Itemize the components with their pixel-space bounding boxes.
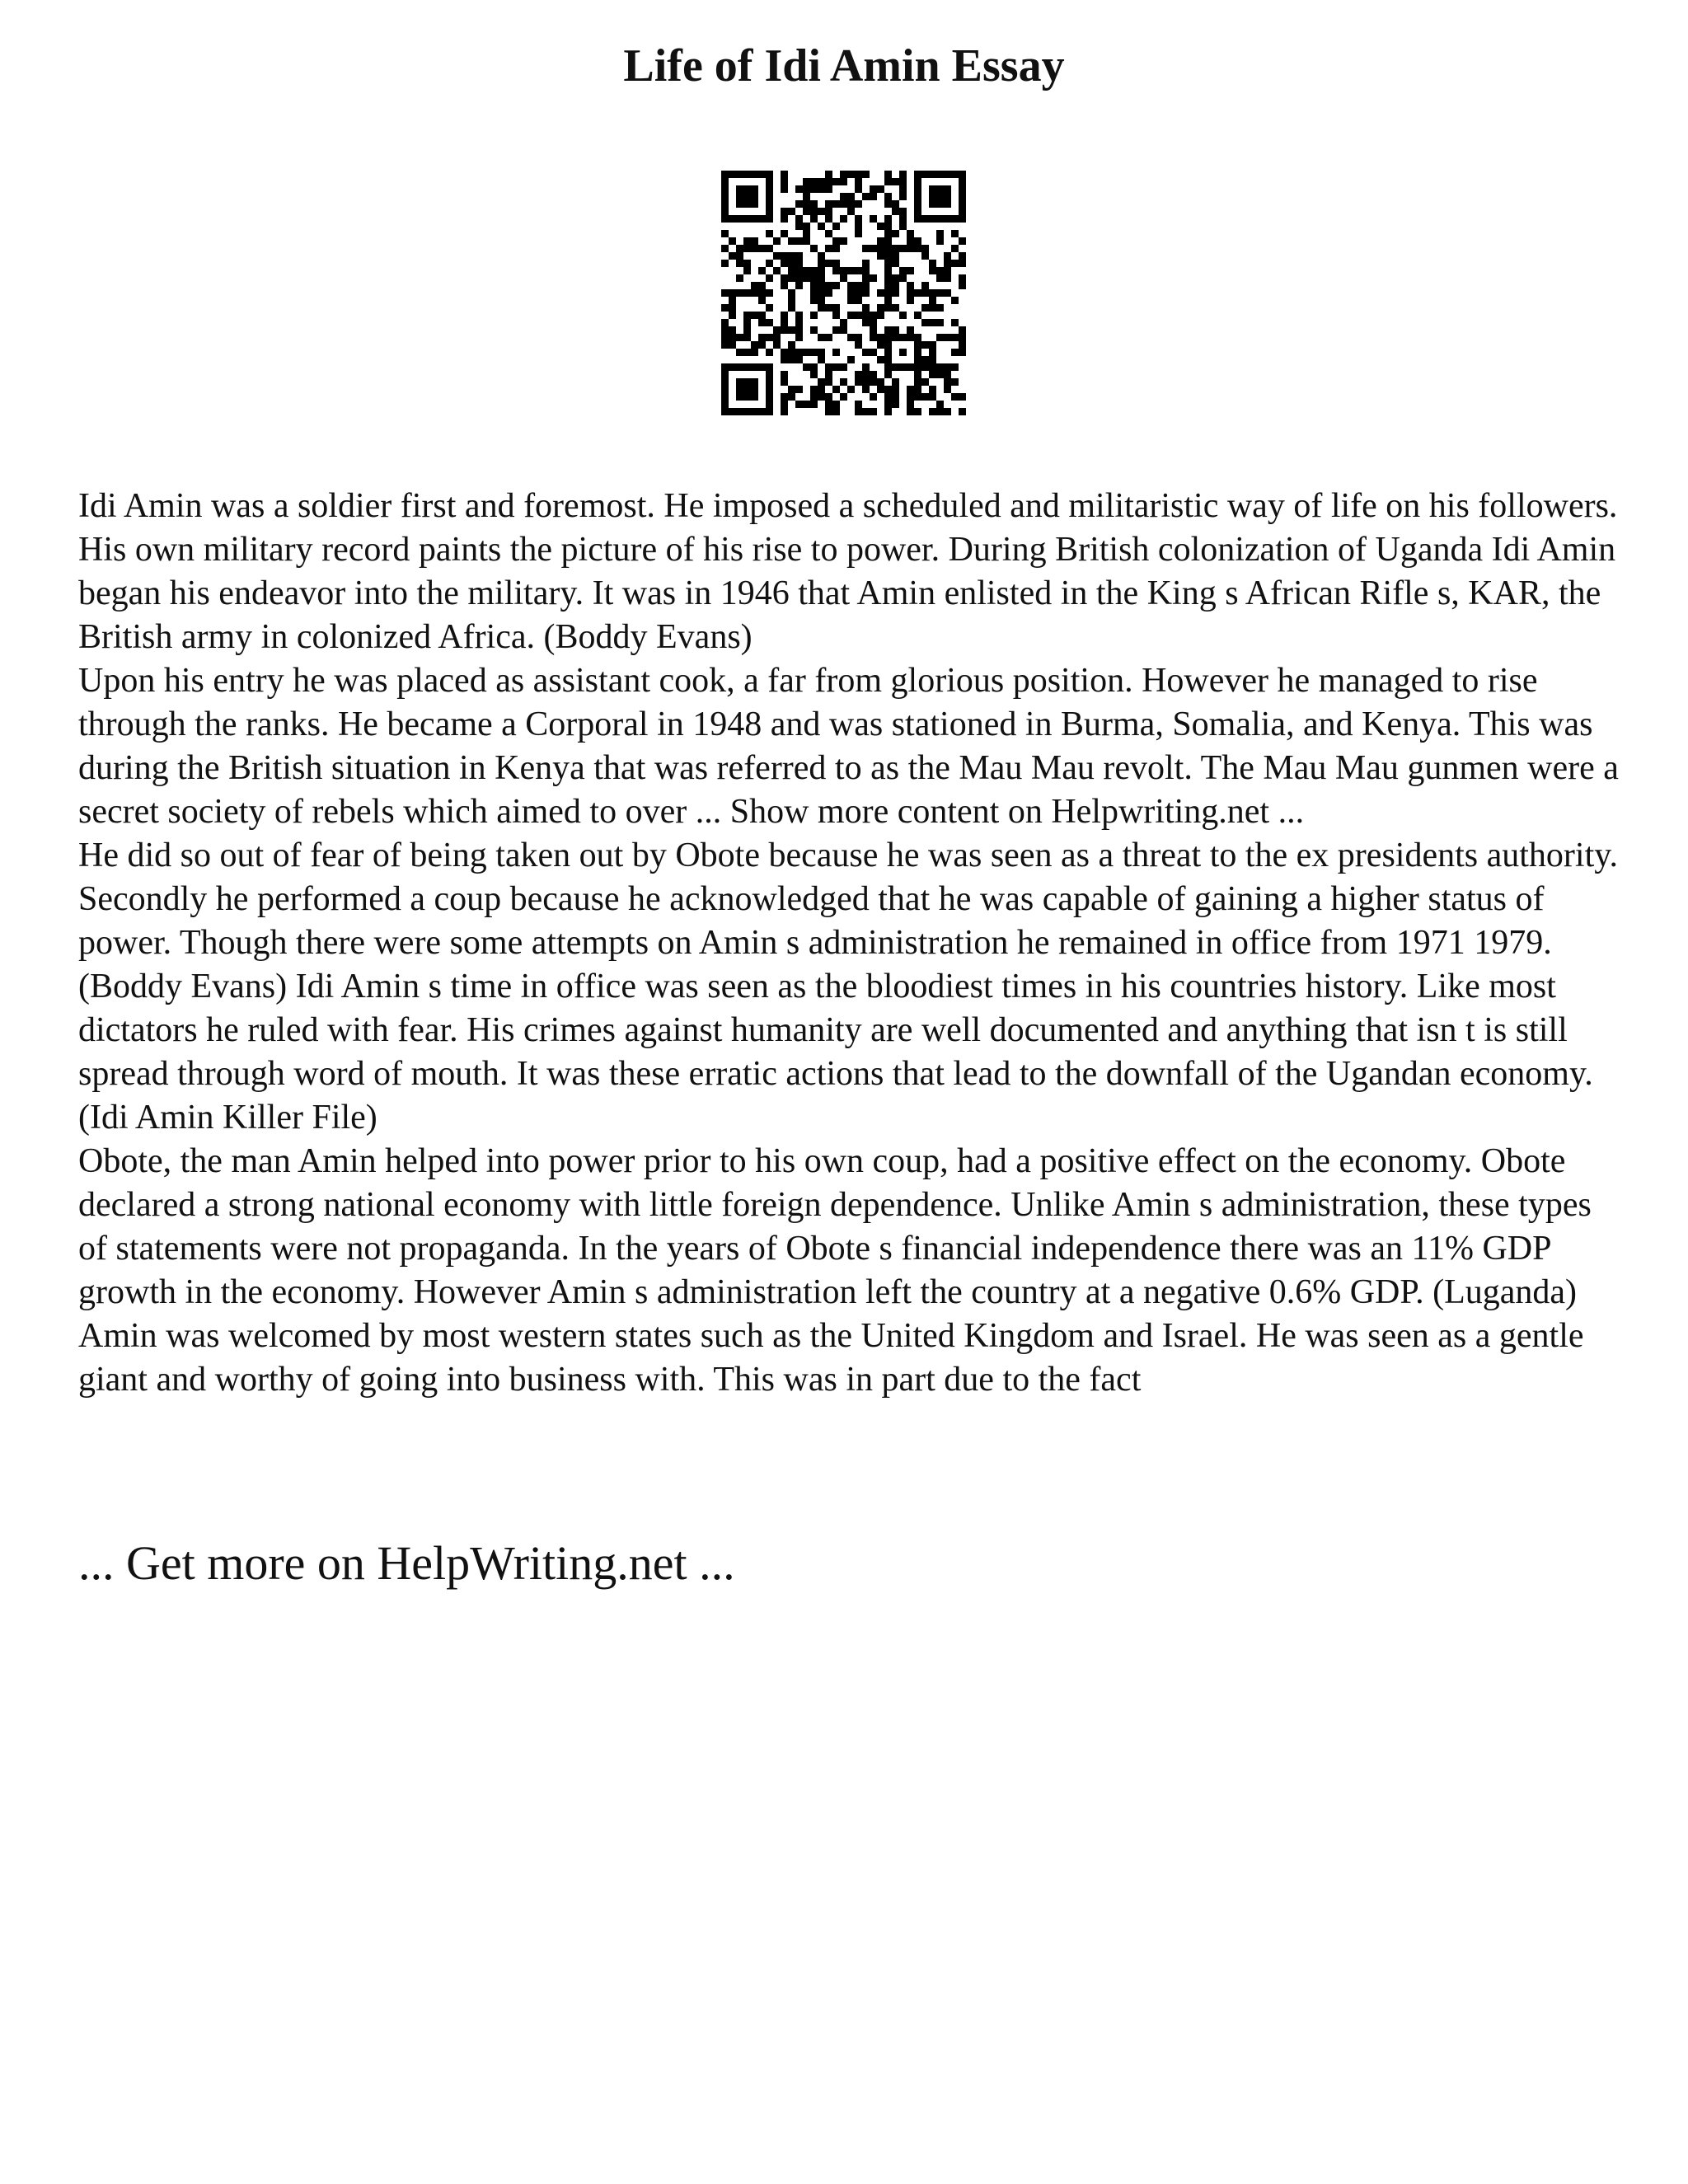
paragraph: Idi Amin was a soldier first and foremost. He imposed a scheduled and militaristic way of life on his followers. His own military record paints the picture of his rise to power. During British colonization of Uganda Idi Amin began his endeavor into the military. It was in 1946 that Amin enlisted in the King s African Rifle s, KAR, the British army in colonized Africa. (Boddy Evans)	[78, 487, 1618, 656]
get-more-link[interactable]: ... Get more on HelpWriting.net ...	[78, 1536, 735, 1590]
paragraph: Obote, the man Amin helped into power prior to his own coup, had a positive effect on the economy. Obote declared a strong national economy with little foreign dependence. Unlike Amin s administration, these types of statements were not propaganda. In the years of Obote s financial independence there was an 11% GDP growth in the economy. However Amin s administration left the country at a negative 0.6% GDP. (Luganda)	[78, 1142, 1592, 1311]
document-title: Life of Idi Amin Essay	[623, 40, 1065, 91]
paragraph: He did so out of fear of being taken out by Obote because he was seen as a threat to the ex presidents authority. Secondly he performed a coup because he acknowledged that he was capable of gaining a higher status of power. Though there were some attempts on Amin s administration he remained in office from 1971 1979. (Boddy Evans) Idi Amin s time in office was seen as the bloodiest times in his countries history. Like most dictators he ruled with fear. His crimes against humanity are well documented and anything that isn t is still spread through word of mouth. It was these erratic actions that lead to the downfall of the Ugandan economy. (Idi Amin Killer File)	[78, 837, 1619, 1137]
essay-body	[78, 485, 1628, 1402]
qr-code-icon	[721, 171, 966, 415]
paragraph: Upon his entry he was placed as assistant cook, a far from glorious position. However he managed to rise through the ranks. He became a Corporal in 1948 and was stationed in Burma, Somalia, and Kenya. This was during the British situation in Kenya that was referred to as the Mau Mau revolt. The Mau Mau gunmen were a secret society of rebels which aimed to over ... Show more content on Helpwriting.net ...	[78, 662, 1619, 831]
paragraph: Amin was welcomed by most western states such as the United Kingdom and Israel. He was seen as a gentle giant and worthy of going into business with. This was in part due to the fact	[78, 1317, 1584, 1399]
